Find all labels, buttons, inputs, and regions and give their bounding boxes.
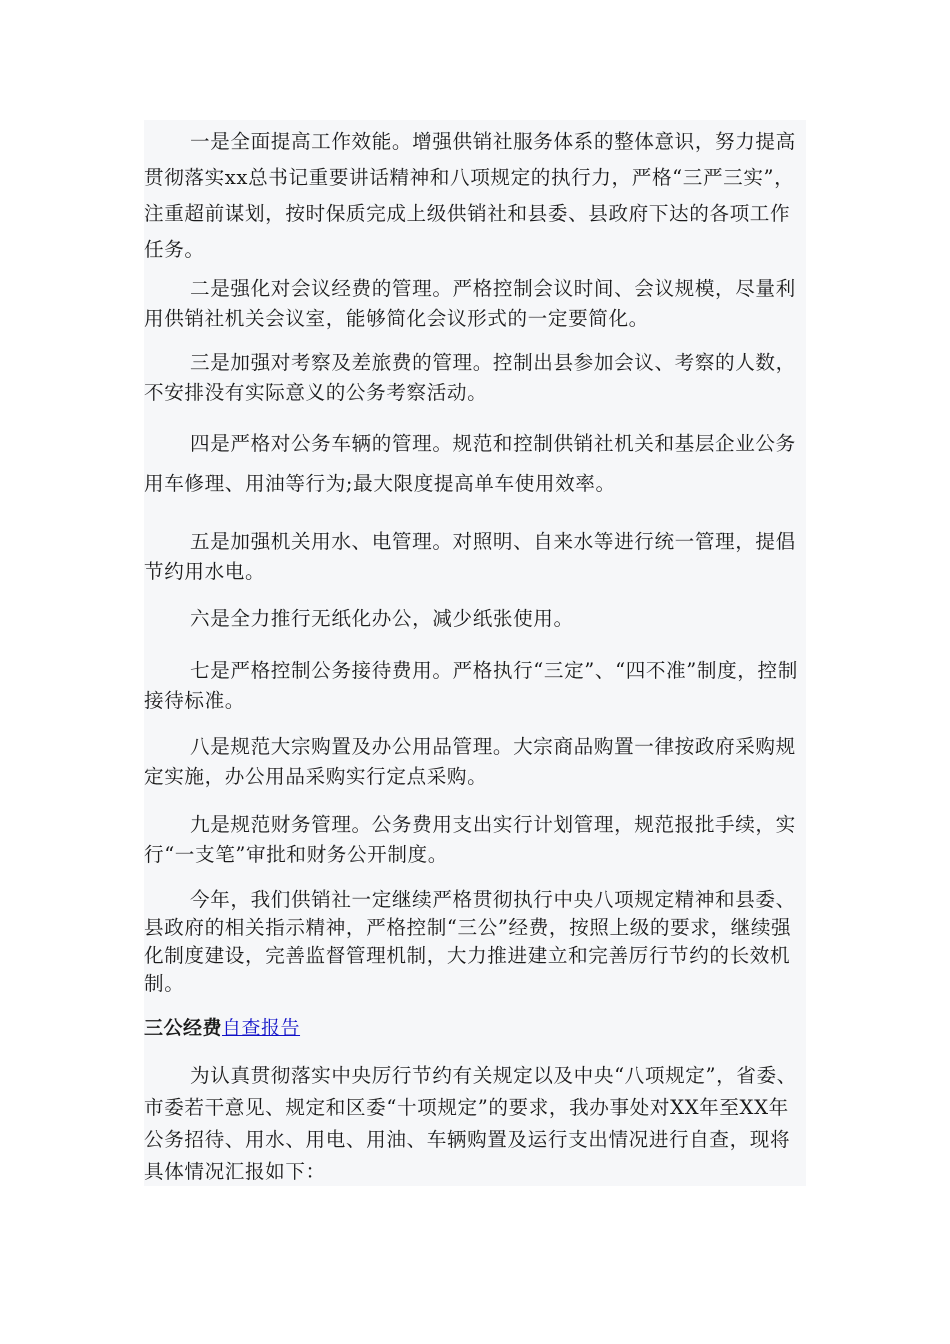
paragraph-water-electricity: 五是加强机关用水、电管理。对照明、自来水等进行统一管理，提倡节约用水电。 [144, 530, 796, 583]
section-heading [144, 1013, 300, 1040]
paragraph-intro: 为认真贯彻落实中央厉行节约有关规定以及中央“八项规定”，省委、市委若干意见、规定和区委“十项规定”的要求，我办事处对XX年至XX年公务招待、用水、用电、用油、车辆购置及运行支出情况进行自查，现将具体情况汇报如下： [144, 1064, 797, 1183]
paragraph-conclusion: 今年，我们供销社一定继续严格贯彻执行中央八项规定精神和县委、县政府的相关指示精神，严格控制“三公”经费，按照上级的要求，继续强化制度建设，完善监督管理机制，大力推进建立和完善厉行节约的长效机制。 [144, 888, 796, 995]
paragraph-paperless-office: 六是全力推行无纸化办公，减少纸张使用。 [190, 607, 574, 630]
paragraph-financial-management: 九是规范财务管理。公务费用支出实行计划管理，规范报批手续，实行“一支笔”审批和财务公开制度。 [144, 813, 796, 866]
paragraph-procurement: 八是规范大宗购置及办公用品管理。大宗商品购置一律按政府采购规定实施，办公用品采购实行定点采购。 [144, 735, 796, 788]
paragraph-official-vehicles: 四是严格对公务车辆的管理。规范和控制供销社机关和基层企业公务用车修理、用油等行为;最大限度提高单车使用效率。 [144, 432, 796, 495]
paragraph-travel-expenses: 三是加强对考察及差旅费的管理。控制出县参加会议、考察的人数，不安排没有实际意义的公务考察活动。 [144, 351, 796, 404]
self-inspection-report-link[interactable]: 自查报告 [222, 1017, 301, 1039]
heading-prefix: 三公经费 [144, 1017, 223, 1039]
paragraph-meeting-expenses: 二是强化对会议经费的管理。严格控制会议时间、会议规模，尽量利用供销社机关会议室，能够简化会议形式的一定要简化。 [144, 277, 796, 330]
document-body [144, 120, 806, 1186]
paragraph-efficiency: 一是全面提高工作效能。增强供销社服务体系的整体意识，努力提高贯彻落实xx总书记重要讲话精神和八项规定的执行力，严格“三严三实”，注重超前谋划，按时保质完成上级供销社和县委、县政府下达的各项工作任务。 [144, 130, 796, 261]
paragraph-reception-costs: 七是严格控制公务接待费用。严格执行“三定”、“四不准”制度，控制接待标准。 [144, 659, 798, 712]
